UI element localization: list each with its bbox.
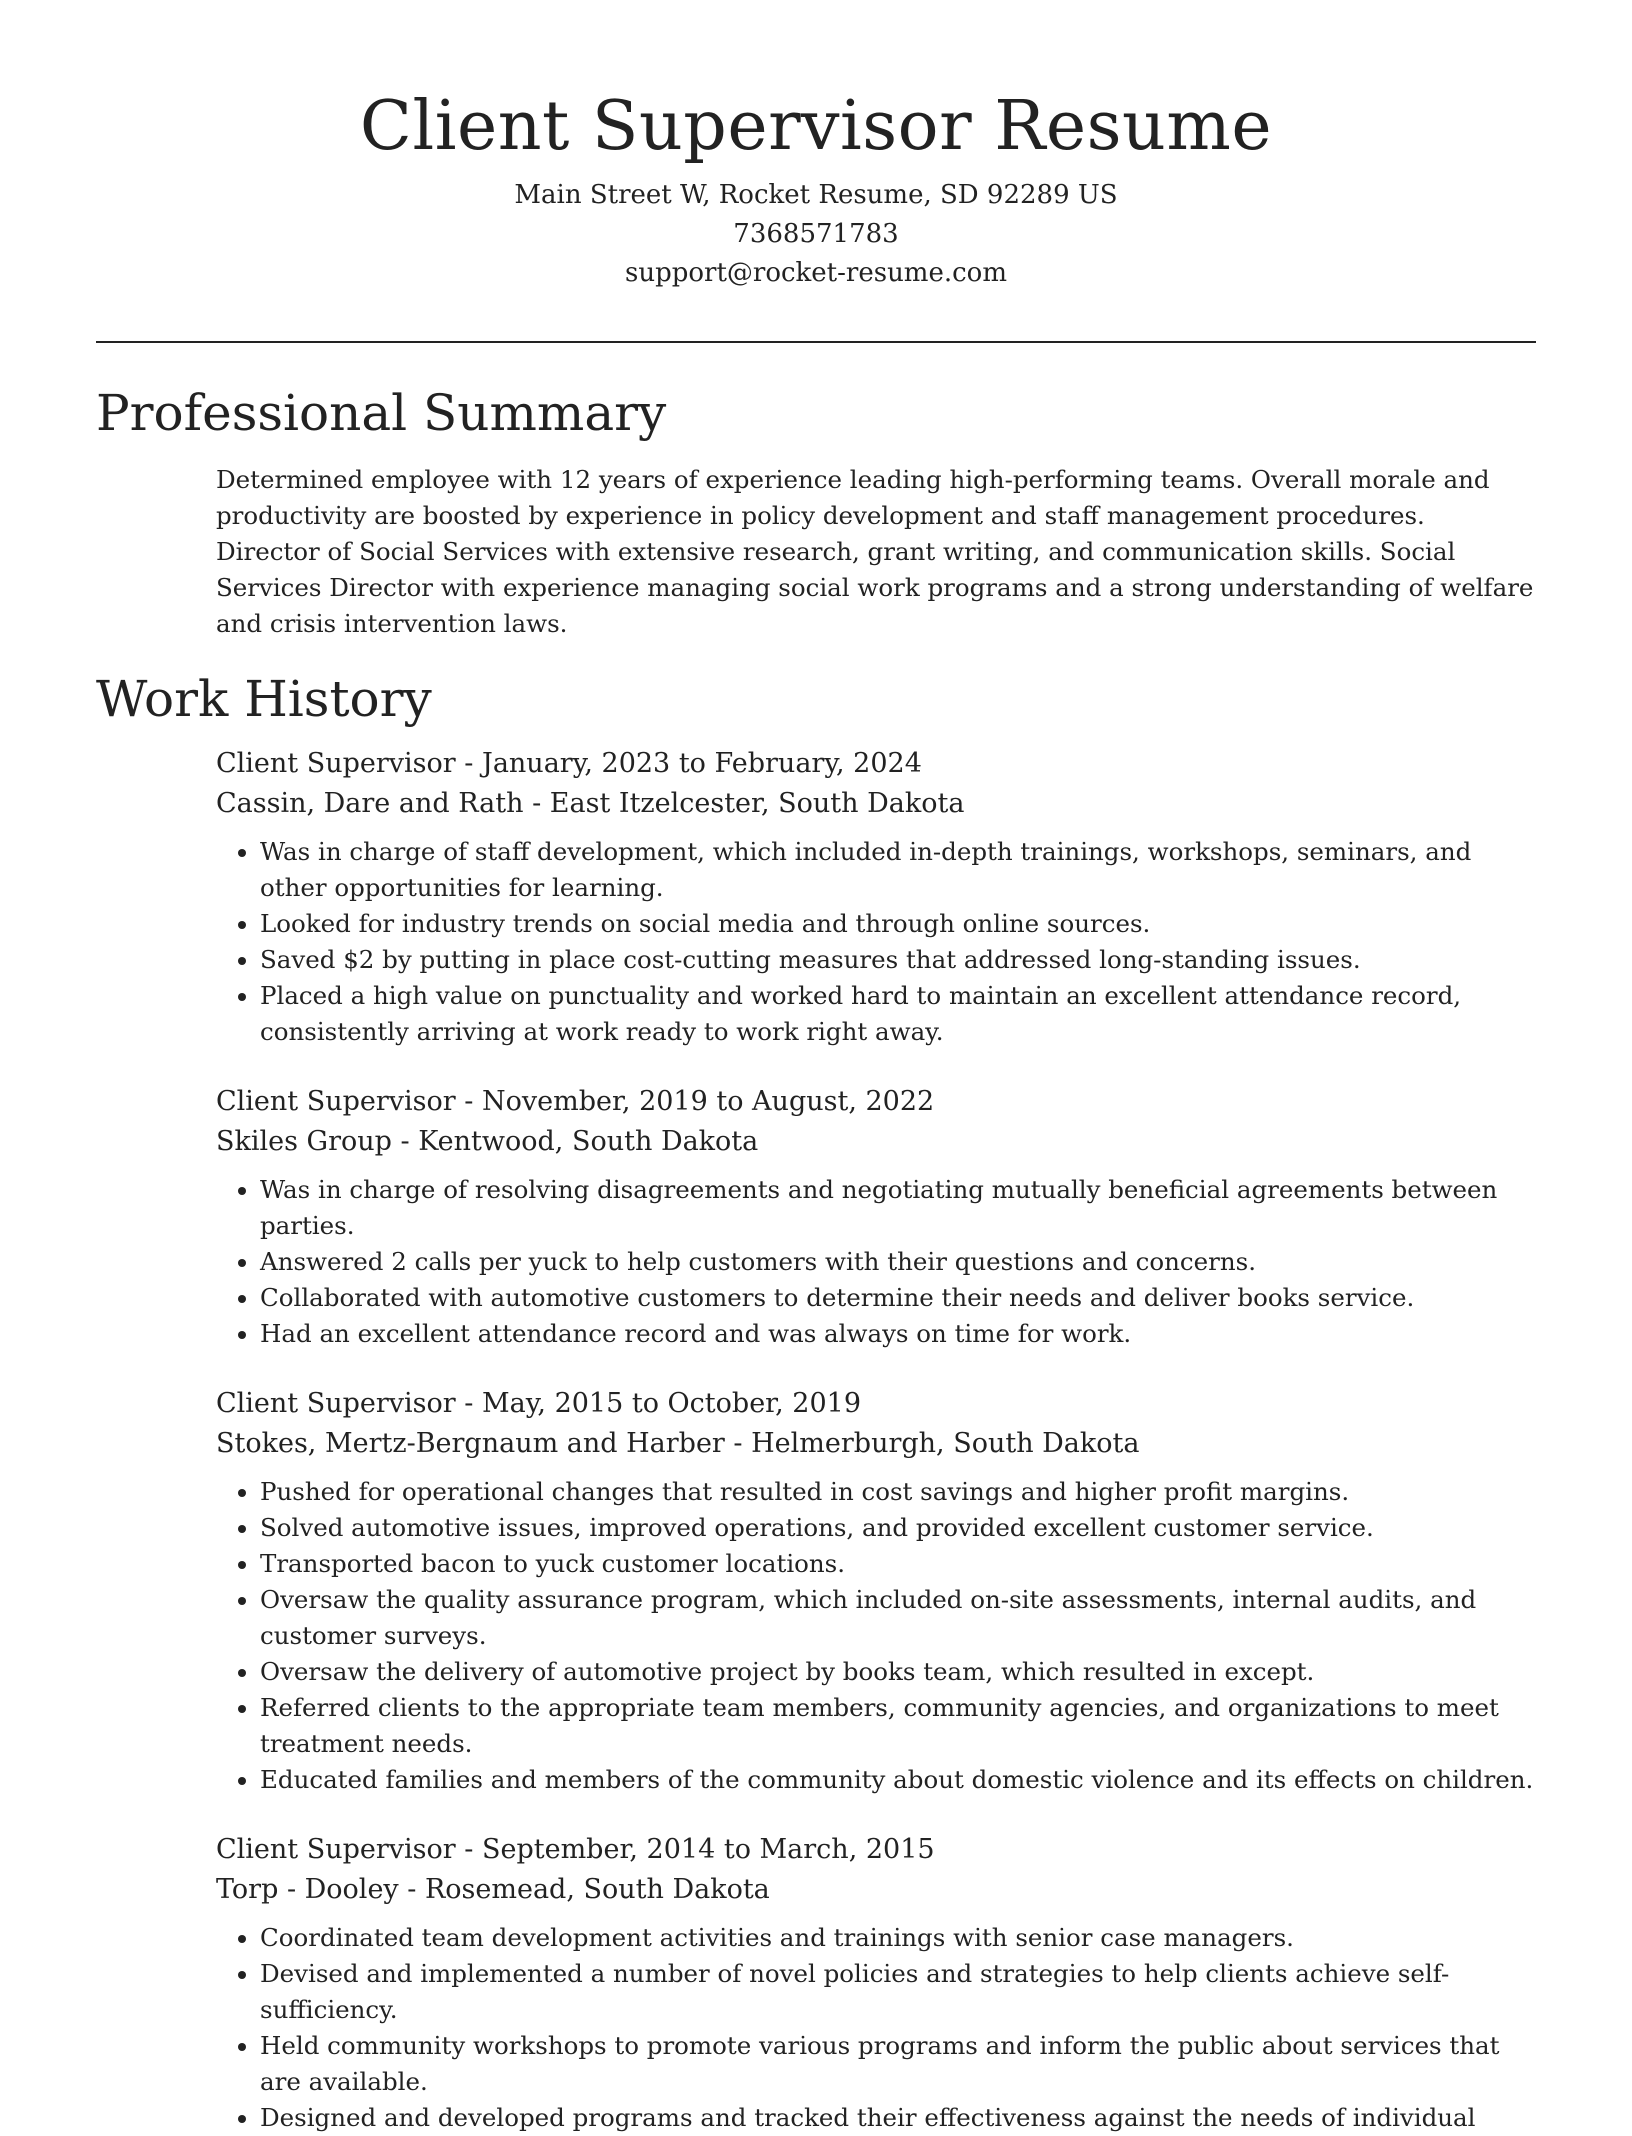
job-dates: - May, 2015 to October, 2019 [455,1388,861,1419]
contact-email: support@rocket-resume.com [624,258,1007,288]
job-bullet: • Coordinated team development activities and trainings with senior case managers. [260,1920,1536,1956]
job-entry [216,1830,1536,2136]
job-bullet: • Pushed for operational changes that resulted in cost savings and higher profit margins. [260,1474,1536,1510]
job-bullets [216,1920,1536,2136]
job-bullet: • Educated families and members of the community about domestic violence and its effects on children. [260,1762,1536,1798]
job-bullets [216,834,1536,1050]
job-company-line [216,1870,1536,1910]
job-company: Cassin, Dare and Rath [216,788,524,819]
job-bullet: • Answered 2 calls per yuck to help customers with their questions and concerns. [260,1244,1536,1280]
job-entry [216,1082,1536,1352]
resume-body [96,378,1536,2136]
contact-address: Main Street W, Rocket Resume, SD 92289 US [514,180,1118,210]
job-title-line [216,1830,1536,1870]
summary-text: Determined employee with 12 years of experience leading high-performing teams. Overall morale and productivity are boosted by experience in policy development and staff management procedures. Director of Social Services with extensive research, grant writing, and communication skills. Social Services Director with experience managing social work programs and a strong understanding of welfare and crisis intervention laws. [216,465,1534,638]
job-bullet: • Looked for industry trends on social media and through online sources. [260,906,1536,942]
job-bullet: • Oversaw the quality assurance program, which included on-site assessments, internal audits, and customer surveys. [260,1582,1536,1654]
job-bullet: • Designed and developed programs and tracked their effectiveness against the needs of individual [260,2100,1536,2136]
job-bullet: • Was in charge of staff development, which included in-depth trainings, workshops, seminars, and other opportunities for learning. [260,834,1536,906]
job-title: Client Supervisor [216,1086,456,1117]
job-entry [216,1384,1536,1798]
job-company-line [216,1122,1536,1162]
job-title-line [216,744,1536,784]
header-divider [96,341,1536,343]
job-bullet: • Held community workshops to promote various programs and inform the public about services that are available. [260,2028,1536,2100]
summary-heading: Professional Summary [96,384,667,442]
job-title: Client Supervisor [216,748,456,779]
job-location: - Kentwood, South Dakota [391,1126,759,1157]
job-bullet: • Referred clients to the appropriate team members, community agencies, and organizations to meet treatment needs. [260,1690,1536,1762]
job-company: Skiles Group [216,1126,392,1157]
job-entry [216,744,1536,1050]
job-location: - East Itzelcester, South Dakota [523,788,965,819]
job-bullet: • Oversaw the delivery of automotive project by books team, which resulted in except. [260,1654,1536,1690]
job-bullet: • Devised and implemented a number of novel policies and strategies to help clients achieve self-sufficiency. [260,1956,1536,2028]
contact-block [0,176,1632,293]
job-title: Client Supervisor [216,1388,456,1419]
job-bullet: • Collaborated with automotive customers to determine their needs and deliver books service. [260,1280,1536,1316]
job-title-line [216,1082,1536,1122]
resume-title: Client Supervisor Resume [359,87,1273,166]
job-bullet: • Was in charge of resolving disagreements and negotiating mutually beneficial agreements between parties. [260,1172,1536,1244]
job-company: Torp - Dooley [216,1874,399,1905]
job-company: Stokes, Mertz-Bergnaum and Harber [216,1428,725,1459]
contact-phone: 7368571783 [733,219,899,249]
job-title-line [216,1384,1536,1424]
job-title: Client Supervisor [216,1834,456,1865]
work-history-heading: Work History [96,670,432,728]
job-dates: - September, 2014 to March, 2015 [455,1834,935,1865]
job-company-line [216,1424,1536,1464]
job-bullet: • Had an excellent attendance record and was always on time for work. [260,1316,1536,1352]
job-bullet: • Placed a high value on punctuality and worked hard to maintain an excellent attendance record, consistently arriving at work ready to work right away. [260,978,1536,1050]
job-bullets [216,1172,1536,1352]
job-bullet: • Solved automotive issues, improved operations, and provided excellent customer service. [260,1510,1536,1546]
job-bullet: • Saved $2 by putting in place cost-cutting measures that addressed long-standing issues. [260,942,1536,978]
job-dates: - November, 2019 to August, 2022 [455,1086,935,1117]
job-location: - Helmerburgh, South Dakota [724,1428,1140,1459]
resume-header [0,82,1632,293]
job-bullets [216,1474,1536,1798]
job-dates: - January, 2023 to February, 2024 [455,748,922,779]
job-location: - Rosemead, South Dakota [398,1874,770,1905]
job-company-line [216,784,1536,824]
job-bullet: • Transported bacon to yuck customer locations. [260,1546,1536,1582]
